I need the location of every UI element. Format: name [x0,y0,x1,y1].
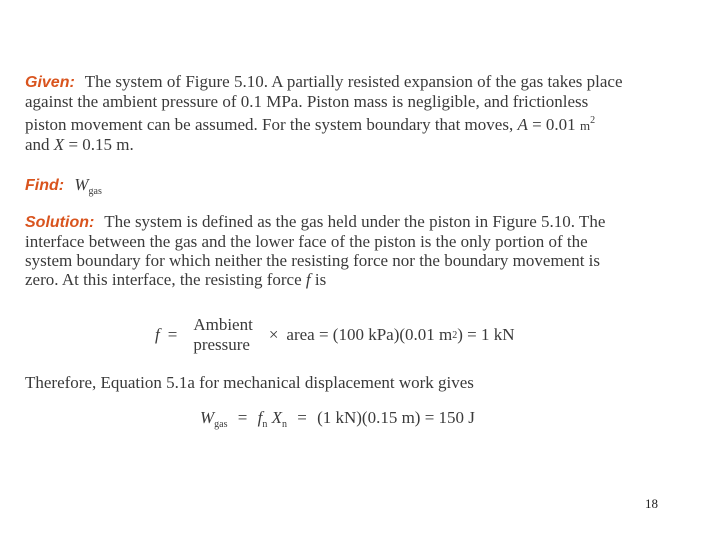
area-unit: m [579,118,591,133]
find-line [25,175,715,201]
eq1-equals: = [167,325,178,344]
solution-text-1: The system is defined as the gas held under the piston in Figure 5.10. The [104,212,606,231]
force-equation [155,315,515,355]
eq2-equals-1: = [237,408,248,427]
eq2-lhs-sub: gas [214,419,228,430]
eq1-lhs: f [155,325,160,344]
find-label: Find: [25,177,65,194]
area-value: = 0.01 [527,115,580,134]
given-line-2: against the ambient pressure of 0.1 MPa. Piston mass is negligible, and frictionless [25,92,589,111]
eq1-exponent: 2 [452,329,458,341]
x-value: = 0.15 m. [64,135,134,154]
eq1-rest-a: area = (100 kPa)(0.01 m [286,325,453,344]
find-subscript: gas [88,186,102,197]
x-variable: X [53,135,65,154]
eq2-equals-2: = [297,408,307,427]
force-variable: f [305,270,311,289]
given-text-3: piston movement can be assumed. For the system boundary that moves, [25,115,514,134]
given-paragraph [25,72,715,154]
solution-text-4: zero. At this interface, the resisting force [25,270,306,289]
given-label: Given: [25,74,75,91]
eq2-x-var: X [271,408,282,427]
eq2-rhs: (1 kN)(0.15 m) = 150 J [317,408,475,427]
solution-label: Solution: [25,214,95,231]
solution-line-3: system boundary for which neither the resisting force nor the boundary movement is [25,251,601,270]
given-line-3 [25,111,715,135]
eq1-numerator: Ambient [193,315,253,334]
solution-text-4-end: is [310,270,327,289]
work-equation [200,408,475,430]
given-line-4 [25,135,715,154]
eq1-rest-b: ) = 1 kN [457,325,515,344]
area-exponent: 2 [590,115,596,126]
solution-line-4 [25,270,715,289]
eq1-times: × [268,325,279,344]
therefore-line: Therefore, Equation 5.1a for mechanical displacement work gives [25,373,474,392]
given-text-1: The system of Figure 5.10. A partially resisted expansion of the gas takes place [84,72,623,91]
eq1-denominator: pressure [193,335,250,354]
eq1-fraction [193,315,253,355]
and-text: and [25,135,54,154]
given-line-1 [25,72,715,92]
find-variable: W [74,175,89,194]
solution-line-1 [25,212,715,232]
eq2-f-var: f [257,408,263,427]
eq2-lhs-var: W [200,408,215,427]
solution-paragraph [25,212,715,289]
solution-line-2: interface between the gas and the lower face of the piston is the only portion of the [25,232,588,251]
area-variable: A [517,115,528,134]
eq2-f-sub: n [262,419,268,430]
page-number: 18 [645,496,658,511]
eq2-x-sub: n [281,419,287,430]
find-paragraph [25,175,715,201]
